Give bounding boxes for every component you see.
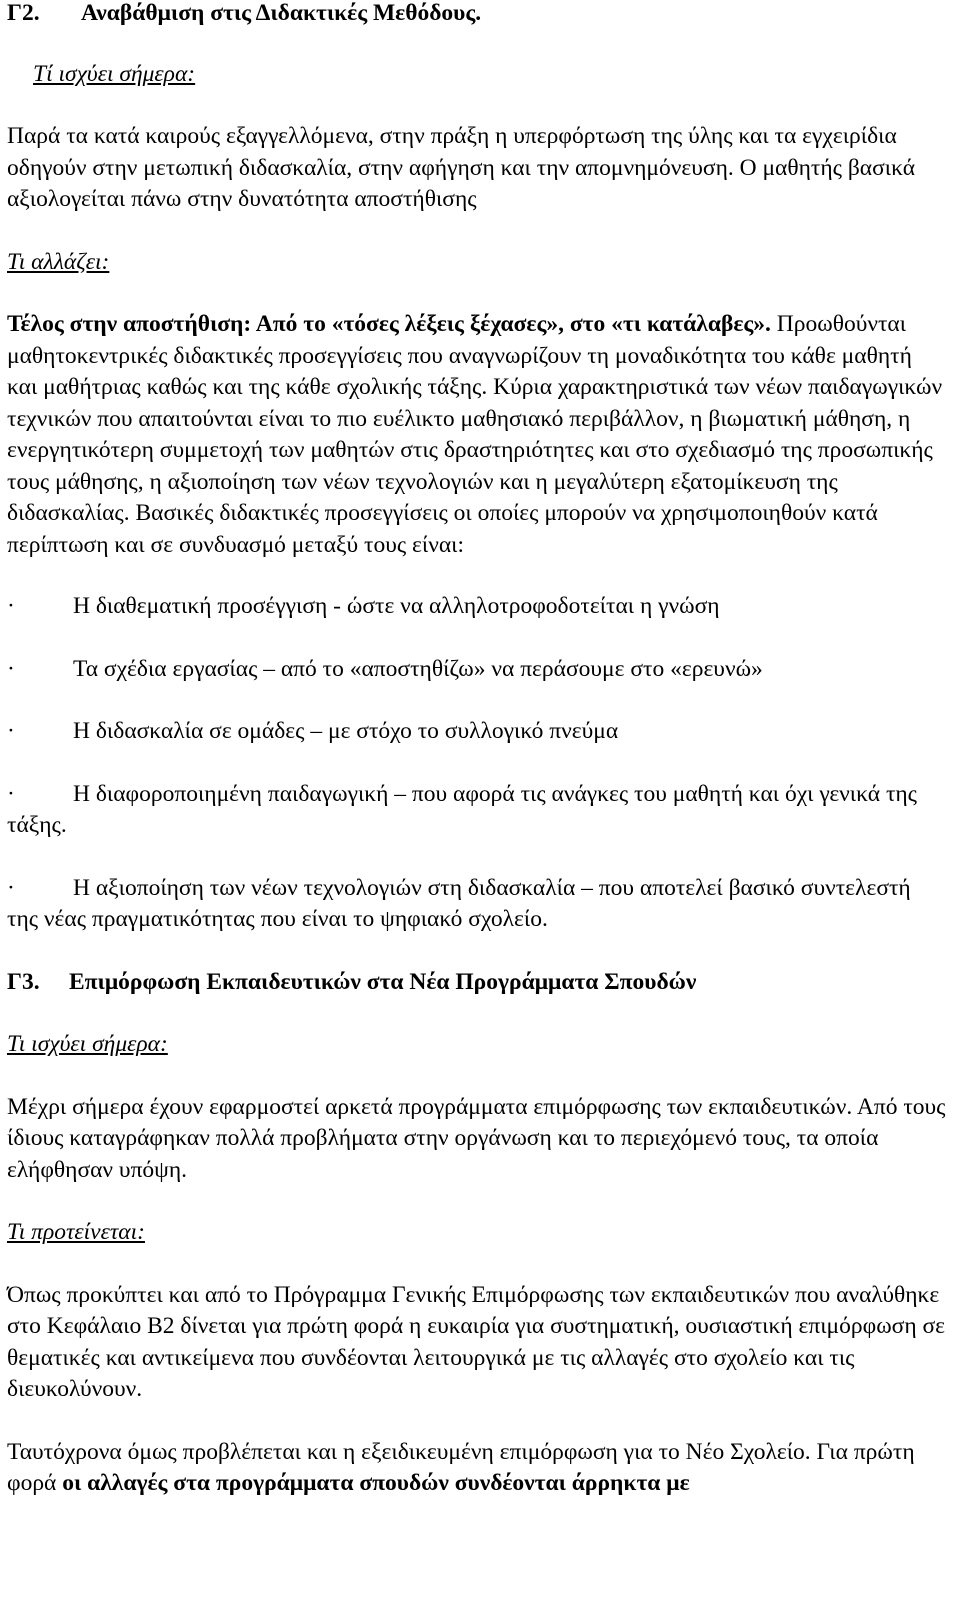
section-g2-number: Γ2. xyxy=(7,0,40,26)
bullet-marker: · xyxy=(7,780,15,807)
g3-today-paragraph: Μέχρι σήμερα έχουν εφαρμοστεί αρκετά προγράμματα επιμόρφωσης των εκπαιδευτικών. Από τους ίδιους καταγράφηκαν πολλά προβλήματα στην οργάνωση και το περιεχόμενό τους, τα οποία ελήφθησαν υπόψη. xyxy=(7,1093,946,1183)
bullet-marker: · xyxy=(7,874,15,901)
g2-changes-paragraph xyxy=(7,309,947,561)
g2-today-paragraph: Παρά τα κατά καιρούς εξαγγελλόμενα, στην πράξη η υπερφόρτωση της ύλης και τα εγχειρίδια οδηγούν στην μετωπική διδασκαλία, στην αφήγηση και την απομνημόνευση. Ο μαθητής βασικά αξιολογείται πάνω στην δυνατότητα αποστήθισης xyxy=(7,123,916,212)
g3-closing-start: Για πρώτη φορά xyxy=(7,1438,915,1496)
section-g3-title: Επιμόρφωση Εκπαιδευτικών στα Νέα Προγράμματα Σπουδών xyxy=(69,968,697,995)
g2-today-label: Τί ισχύει σήμερα: xyxy=(33,60,196,87)
g3-today-label: Τι ισχύει σήμερα: xyxy=(7,1031,168,1057)
g2-bullet-text: Η διαθεματική προσέγγιση - ώστε να αλληλοτροφοδοτείται η γνώση xyxy=(73,593,720,619)
bullet-marker: · xyxy=(7,718,15,744)
section-g3-number: Γ3. xyxy=(7,968,40,995)
g2-bullet-item xyxy=(7,654,947,686)
g2-bullet-item xyxy=(7,873,947,936)
g2-bullet-item xyxy=(7,779,947,842)
g2-bullet-text: Η διαφοροποιημένη παιδαγωγική – που αφορά τις ανάγκες του μαθητή και όχι γενικά της τάξης. xyxy=(7,780,917,838)
g3-closing-paragraph xyxy=(7,1437,947,1500)
section-g2-heading xyxy=(7,0,947,30)
g3-proposed-label: Τι προτείνεται: xyxy=(7,1219,145,1245)
g3-closing-text: Ταυτόχρονα όμως προβλέπεται και η εξειδικευμένη επιμόρφωση για το Νέο Σχολείο. xyxy=(7,1438,811,1465)
g2-bullet-item xyxy=(7,716,947,748)
g2-bullet-text: Η αξιοποίηση των νέων τεχνολογιών στη διδασκαλία – που αποτελεί βασικό συντελεστή της νέας πραγματικότητας που είναι το ψηφιακό σχολείο. xyxy=(7,874,911,932)
bullet-marker: · xyxy=(7,593,15,619)
section-g3-heading xyxy=(7,967,947,999)
g3-proposed-paragraph: Όπως προκύπτει και από το Πρόγραμμα Γενικής Επιμόρφωσης των εκπαιδευτικών που αναλύθηκε στο Κεφάλαιο Β2 δίνεται για πρώτη φορά η ευκαιρία για συστηματική, ουσιαστική επιμόρφωση σε θεματικές και αντικείμενα που συνδέονται λειτουργικά με τις αλλαγές στο σχολείο και τις διευκολύνουν. xyxy=(7,1281,946,1402)
g2-bullet-item xyxy=(7,591,947,623)
section-g2-title: Αναβάθμιση στις Διδακτικές Μεθόδους. xyxy=(81,0,482,26)
document-page xyxy=(7,0,947,1500)
g2-changes-bold-lead: Τέλος στην αποστήθιση: Από το «τόσες λέξεις ξέχασες», στο «τι κατάλαβες». xyxy=(7,311,771,337)
bullet-marker: · xyxy=(7,655,15,682)
g2-changes-label: Τι αλλάζει: xyxy=(7,248,110,275)
g3-closing-bold: οι αλλαγές στα προγράμματα σπουδών συνδέονται άρρηκτα με xyxy=(62,1470,690,1496)
g2-changes-text: Προωθούνται μαθητοκεντρικές διδακτικές προσεγγίσεις που αναγνωρίζουν τη μοναδικότητα του κάθε μαθητή και μαθήτριας καθώς και της κάθε σχολικής τάξης. Κύρια χαρακτηριστικά των νέων παιδαγωγικών τεχνικών που απαιτούνται είναι το πιο ευέλικτο μαθησιακό περιβάλλον, η βιωματική μάθηση, η ενεργητικότερη συμμετοχή των μαθητών στις δραστηριότητες και στο σχεδιασμό της προσωπικής τους μάθησης, η αξιοποίηση των νέων τεχνολογιών και η μεγαλύτερη εξατομίκευση της διδασκαλίας. Βασικές διδακτικές προσεγγίσεις οι οποίες μπορούν να χρησιμοποιηθούν κατά περίπτωση και σε συνδυασμό μεταξύ τους είναι: xyxy=(7,311,943,558)
g2-bullet-text: Η διδασκαλία σε ομάδες – με στόχο το συλλογικό πνεύμα xyxy=(73,718,619,744)
g2-bullet-text: Τα σχέδια εργασίας – από το «αποστηθίζω» να περάσουμε στο «ερευνώ» xyxy=(73,655,763,682)
